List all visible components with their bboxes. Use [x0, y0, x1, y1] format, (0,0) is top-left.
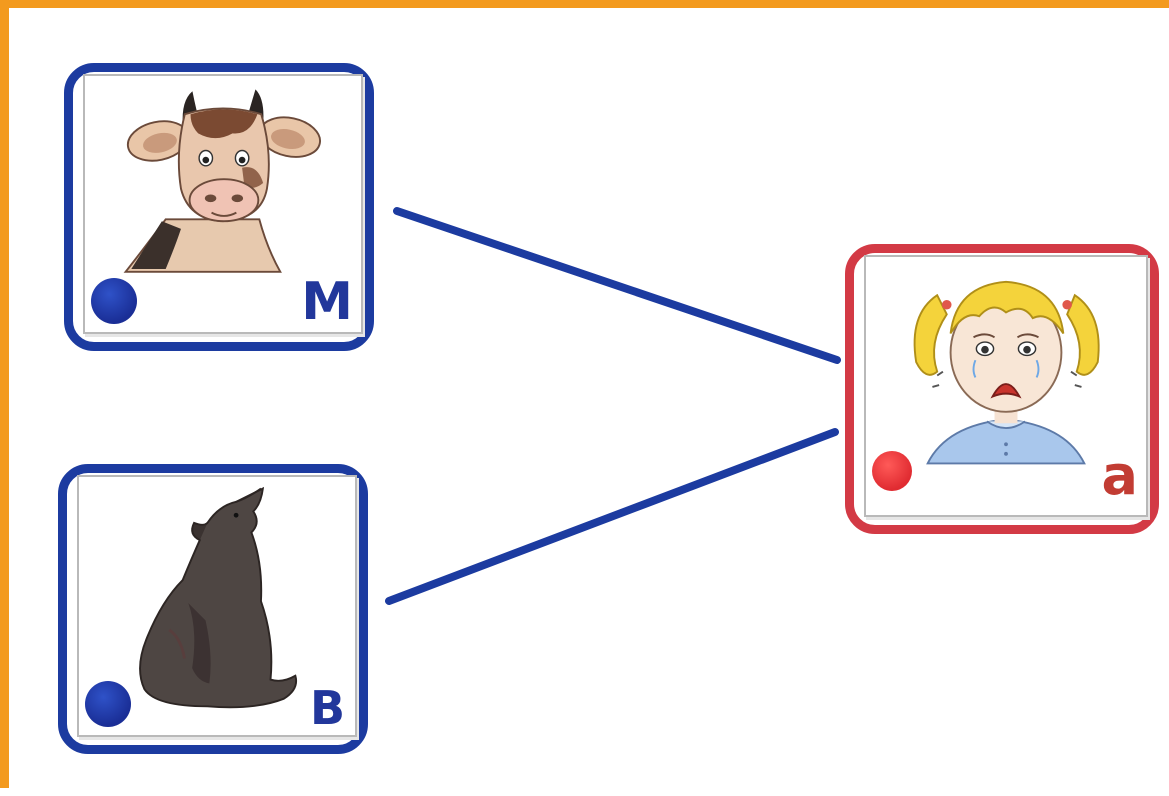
girl-letter: а	[1101, 444, 1138, 507]
cow-letter: М	[301, 272, 353, 332]
card-cow-inner	[83, 74, 363, 334]
connector-wolf-to-girl	[389, 432, 835, 601]
card-girl-inner	[864, 255, 1148, 517]
card-wolf-inner	[77, 475, 357, 737]
wolf-letter: В	[309, 681, 345, 735]
card-wolf[interactable]	[58, 464, 368, 754]
wolf-marker-dot	[85, 681, 131, 727]
cow-marker-dot	[91, 278, 137, 324]
connector-cow-to-girl	[397, 211, 837, 360]
card-girl[interactable]	[845, 244, 1159, 534]
card-cow[interactable]	[64, 63, 374, 351]
girl-marker-dot	[872, 451, 912, 491]
